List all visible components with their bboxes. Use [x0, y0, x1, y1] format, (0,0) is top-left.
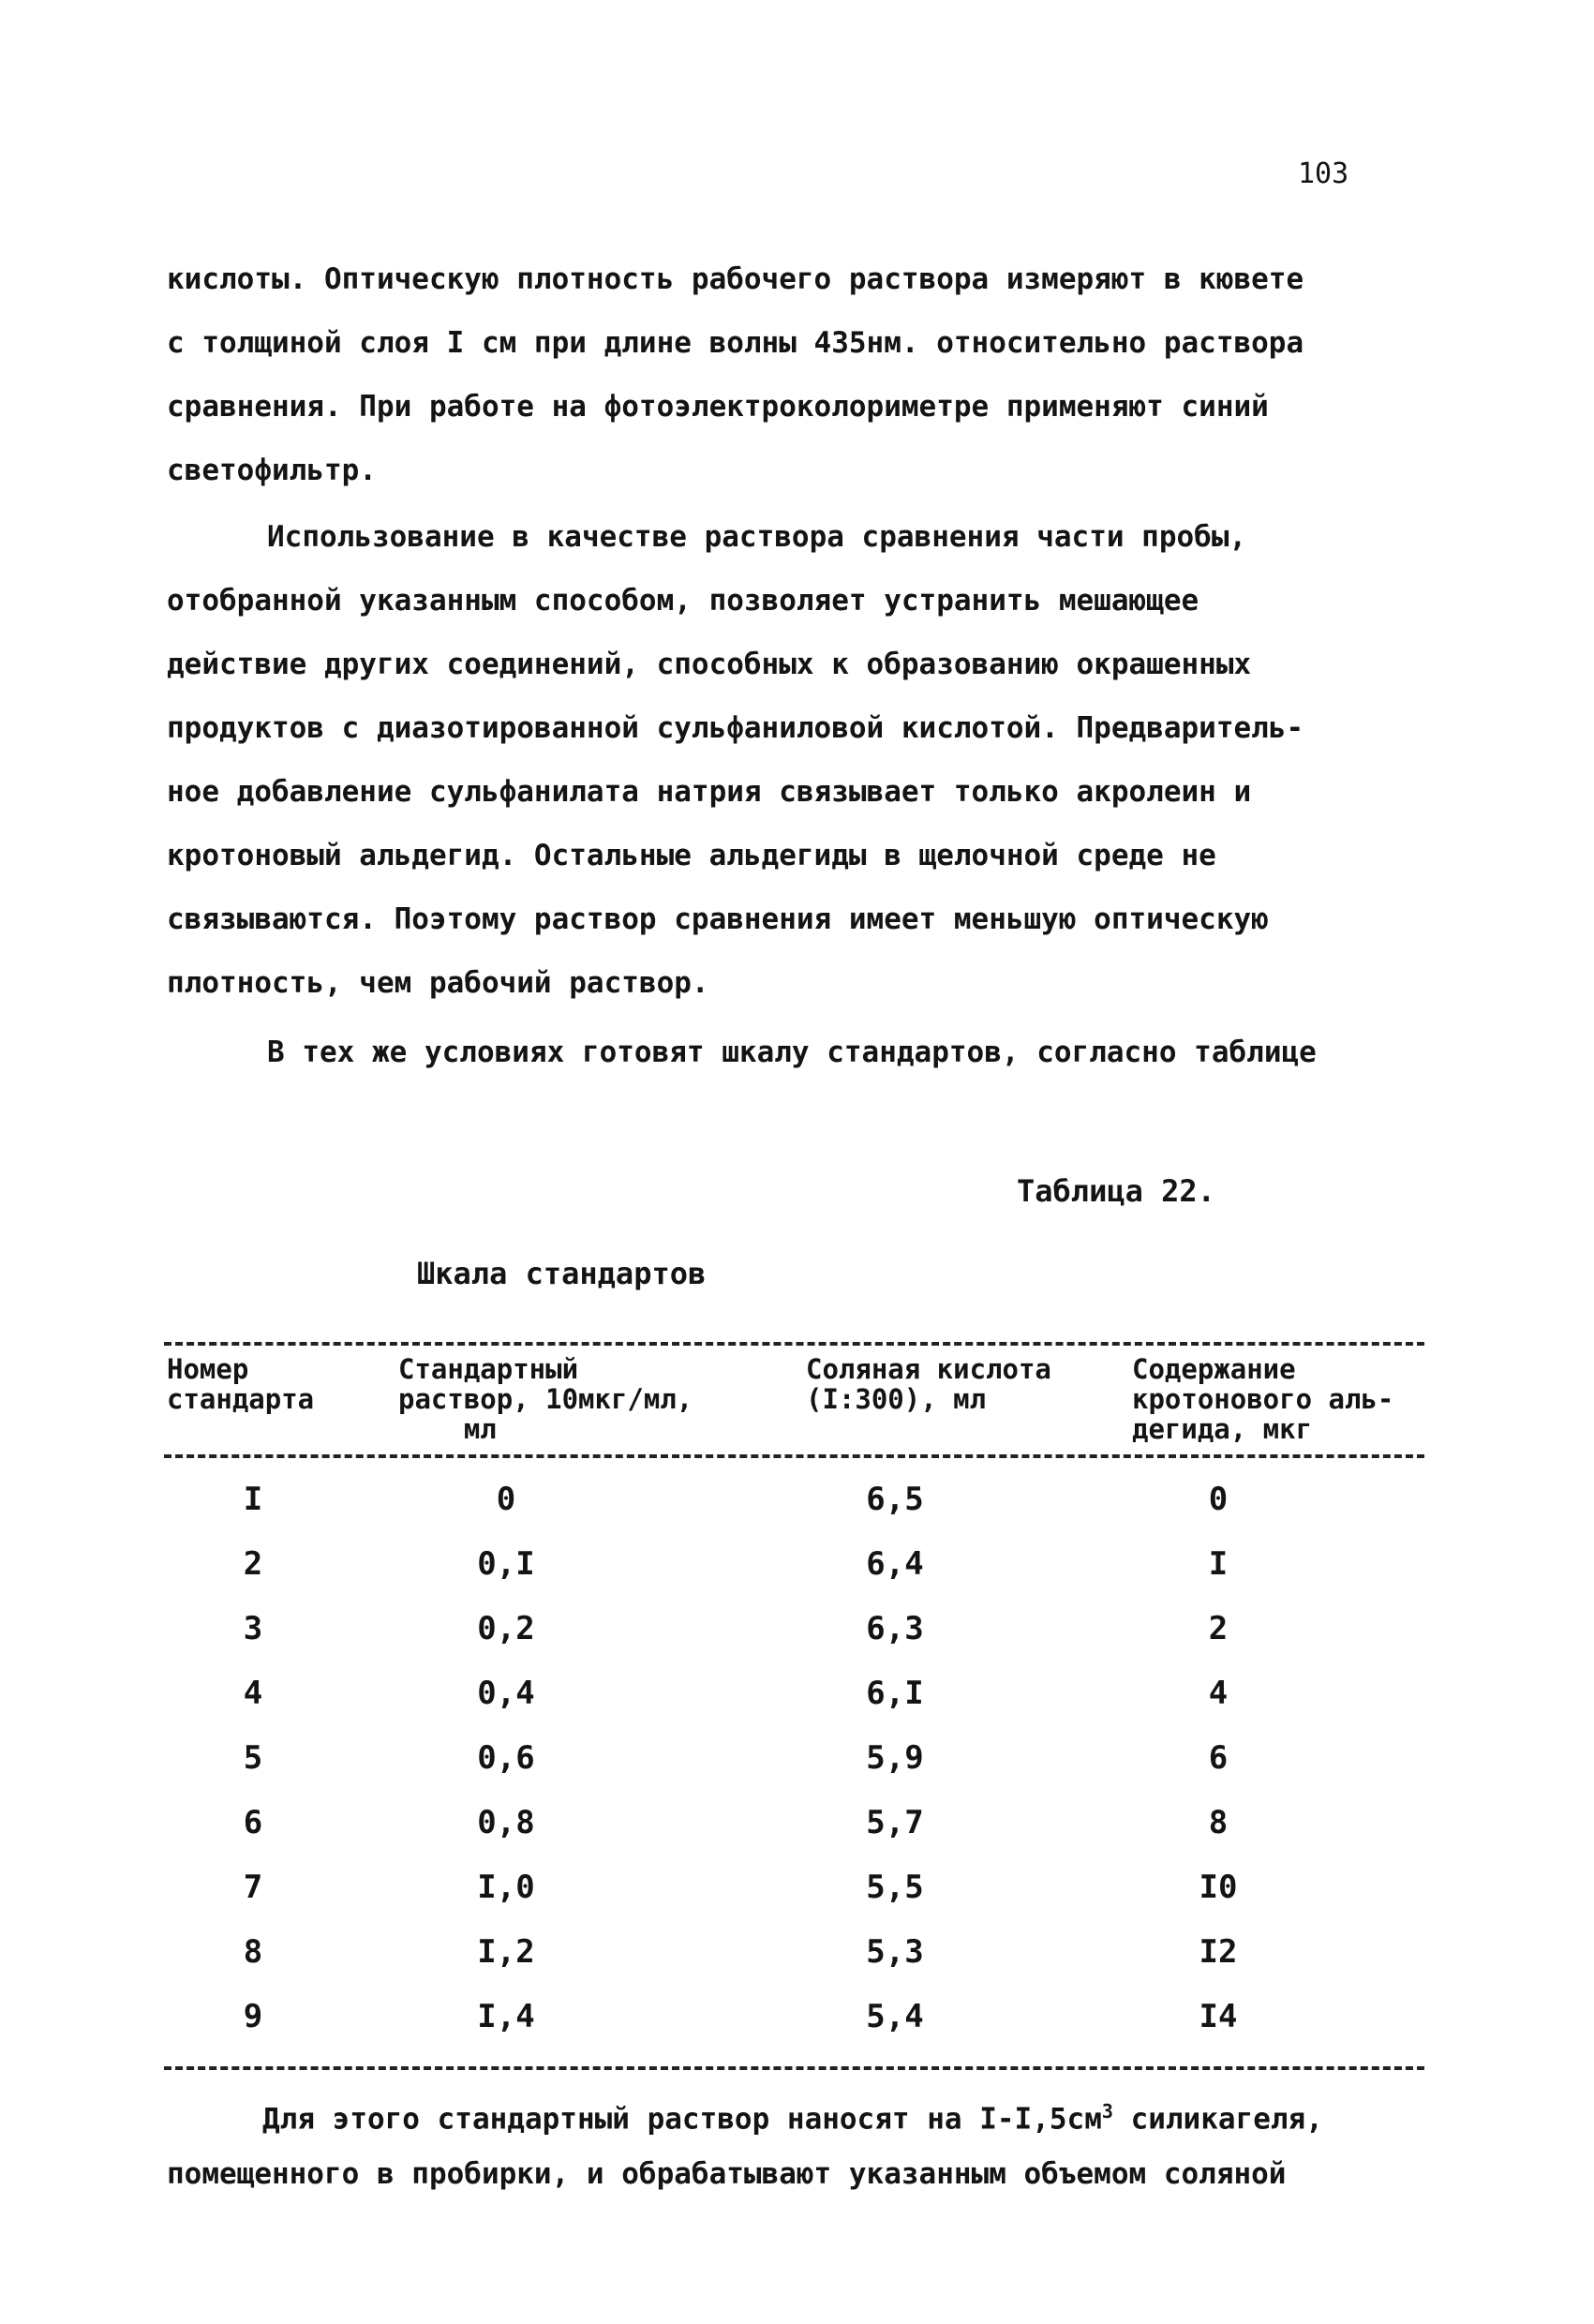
table-row — [0, 1739, 1594, 1795]
paragraph-line: отобранной указанным способом, позволяет устранить мешающее — [167, 584, 1199, 618]
table-header-standard-solution: Стандартный раствор, 10мкг/мл, мл — [398, 1353, 693, 1445]
table-cell: 8 — [1208, 1804, 1229, 1841]
table-cell: 3 — [243, 1610, 263, 1647]
table-cell: I — [243, 1481, 263, 1518]
table-row — [0, 1545, 1594, 1601]
paragraph-line: связываются. Поэтому раствор сравнения имеет меньшую оптическую — [167, 902, 1269, 936]
paragraph-line: помещенного в пробирки, и обрабатывают указанным объемом соляной — [167, 2157, 1287, 2191]
table-cell: 6,4 — [866, 1545, 924, 1583]
paragraph-text: силикагеля, — [1112, 2102, 1323, 2137]
table-cell: 6,3 — [866, 1610, 924, 1647]
table-row — [0, 1869, 1594, 1925]
table-cell: 2 — [1208, 1610, 1229, 1647]
table-cell: 7 — [243, 1869, 263, 1906]
table-rule-header — [164, 1454, 1424, 1458]
table-cell: I,0 — [477, 1869, 535, 1906]
table-cell: I,2 — [477, 1933, 535, 1971]
paragraph-line: В тех же условиях готовят шкалу стандартов, согласно таблице — [267, 1035, 1317, 1069]
table-cell: 0,6 — [477, 1739, 535, 1777]
table-cell: 0,I — [477, 1545, 535, 1583]
table-cell: 0,2 — [477, 1610, 535, 1647]
table-cell: 4 — [1208, 1675, 1229, 1712]
table-cell: 8 — [243, 1933, 263, 1971]
table-rule-bottom — [164, 2066, 1424, 2070]
table-cell: I — [1208, 1545, 1229, 1583]
paragraph-line: ное добавление сульфанилата натрия связывает только акролеин и — [167, 775, 1252, 809]
table-cell: 6 — [1208, 1739, 1229, 1777]
page-number: 103 — [1298, 157, 1349, 190]
table-row — [0, 1804, 1594, 1860]
table-header-number: Номер стандарта — [167, 1353, 315, 1415]
paragraph-line: действие других соединений, способных к образованию окрашенных — [167, 648, 1252, 681]
table-cell: 0,4 — [477, 1675, 535, 1712]
table-rule-top — [164, 1342, 1424, 1346]
table-row — [0, 1933, 1594, 1989]
table-cell: 0 — [1208, 1481, 1229, 1518]
table-row — [0, 1675, 1594, 1731]
paragraph-line — [262, 2093, 1323, 2138]
paragraph-line: светофильтр. — [167, 454, 377, 487]
superscript: 3 — [1101, 2100, 1113, 2123]
table-cell: 4 — [243, 1675, 263, 1712]
paragraph-line: Использование в качестве раствора сравнения части пробы, — [267, 520, 1247, 554]
table-header-hydrochloric-acid: Соляная кислота (I:300), мл — [806, 1353, 1051, 1415]
paragraph-line: с толщиной слоя I см при длине волны 435нм. относительно раствора — [167, 326, 1304, 360]
table-cell: 6 — [243, 1804, 263, 1841]
table-cell: 0,8 — [477, 1804, 535, 1841]
table-cell: 5,7 — [866, 1804, 924, 1841]
paragraph-text: Для этого стандартный раствор наносят на I-I,5см — [262, 2102, 1102, 2137]
table-cell: 5,4 — [866, 1998, 924, 2035]
table-cell: 5,9 — [866, 1739, 924, 1777]
table-cell: 5,3 — [866, 1933, 924, 1971]
table-cell: I4 — [1199, 1998, 1238, 2035]
table-row — [0, 1481, 1594, 1537]
table-cell: 6,5 — [866, 1481, 924, 1518]
table-cell: 5 — [243, 1739, 263, 1777]
table-cell: 2 — [243, 1545, 263, 1583]
table-cell: 5,5 — [866, 1869, 924, 1906]
paragraph-line: кислоты. Оптическую плотность рабочего раствора измеряют в кювете — [167, 262, 1304, 296]
table-row — [0, 1610, 1594, 1666]
paragraph-line: сравнения. При работе на фотоэлектроколориметре применяют синий — [167, 390, 1269, 424]
paragraph-line: кротоновый альдегид. Остальные альдегиды в щелочной среде не — [167, 839, 1216, 872]
table-caption: Таблица 22. — [1017, 1173, 1215, 1209]
table-cell: I0 — [1199, 1869, 1238, 1906]
table-cell: 6,I — [866, 1675, 924, 1712]
table-title: Шкала стандартов — [417, 1256, 707, 1291]
table-cell: I,4 — [477, 1998, 535, 2035]
table-cell: 0 — [496, 1481, 516, 1518]
paragraph-line: продуктов с диазотированной сульфаниловой кислотой. Предваритель- — [167, 711, 1304, 745]
paragraph-line: плотность, чем рабочий раствор. — [167, 966, 709, 1000]
table-cell: 9 — [243, 1998, 263, 2035]
table-row — [0, 1998, 1594, 2054]
table-header-aldehyde-content: Содержание кротонового аль- дегида, мкг — [1132, 1353, 1394, 1445]
table-cell: I2 — [1199, 1933, 1238, 1971]
